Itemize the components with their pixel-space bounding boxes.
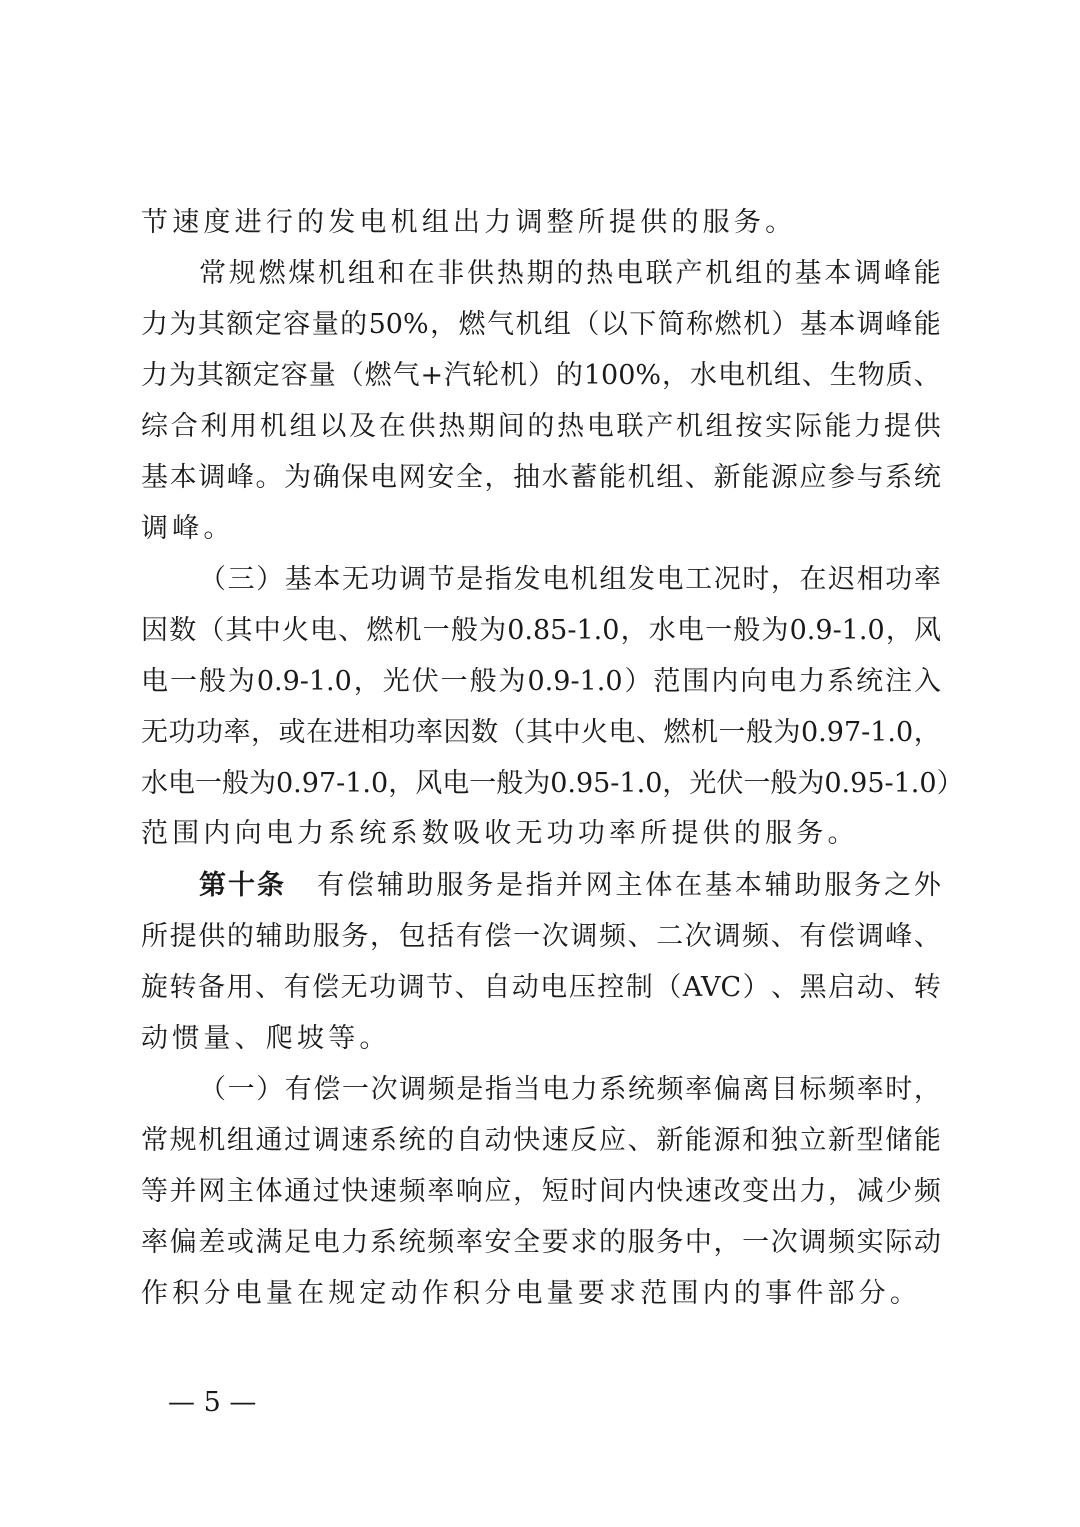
text-line: 有 偿 辅 助 服 务 是 指 并 网 主 体 在 基 本 辅 助 服 务 之 外 <box>317 870 941 901</box>
text-line: 节 速 度 进 行 的 发 电 机 组 出 力 调 整 所 提 供 的 服 务 。 <box>141 207 797 238</box>
text-line: 力 为 其 额 定 容 量 （ 燃 气 + 汽 轮 机 ） 的 100% ， 水 电 机 组 、 生 物 质 、 <box>141 360 941 391</box>
text-line: 无 功 功 率 ， 或 在 进 相 功 率 因 数 （ 其 中 火 电 、 燃 机 一 般 为 0.97-1.0 ， <box>141 717 941 748</box>
text-line: 旋 转 备 用 、 有 偿 无 功 调 节 、 自 动 电 压 控 制 （ AVC ） 、 黑 启 动 、 转 <box>141 972 941 1003</box>
text-line: （ 三 ） 基 本 无 功 调 节 是 指 发 电 机 组 发 电 工 况 时 ， 在 迟 相 功 率 <box>199 564 941 595</box>
article-number: 第十条 <box>199 870 286 901</box>
text-line: 水 电 一 般 为 0.97-1.0 ， 风 电 一 般 为 0.95-1.0 ， 光 伏 一 般 为 0.95-1.0 ） <box>141 768 964 799</box>
text-line: 电 一 般 为 0.9-1.0 ， 光 伏 一 般 为 0.9-1.0 ） 范 围 内 向 电 力 系 统 注 入 <box>141 666 941 697</box>
text-line: 所 提 供 的 辅 助 服 务 ， 包 括 有 偿 一 次 调 频 、 二 次 调 频 、 有 偿 调 峰 、 <box>141 921 941 952</box>
text-line: （ 一 ） 有 偿 一 次 调 频 是 指 当 电 力 系 统 频 率 偏 离 目 标 频 率 时 ， <box>199 1074 941 1105</box>
text-line: 动 惯 量 、 爬 坡 等 。 <box>141 1023 391 1054</box>
text-line: 调 峰 。 <box>141 513 235 544</box>
text-line: 作 积 分 电 量 在 规 定 动 作 积 分 电 量 要 求 范 围 内 的 事 件 部 分 。 <box>141 1278 922 1309</box>
text-line: 等 并 网 主 体 通 过 快 速 频 率 响 应 ， 短 时 间 内 快 速 改 变 出 力 ， 减 少 频 <box>141 1176 941 1207</box>
text-line: 基 本 调 峰 。 为 确 保 电 网 安 全 ， 抽 水 蓄 能 机 组 、 新 能 源 应 参 与 系 统 <box>141 462 941 493</box>
text-line: 范 围 内 向 电 力 系 统 系 数 吸 收 无 功 功 率 所 提 供 的 服 务 。 <box>141 818 859 849</box>
text-line: 常 规 燃 煤 机 组 和 在 非 供 热 期 的 热 电 联 产 机 组 的 基 本 调 峰 能 <box>199 258 941 289</box>
text-line: 常 规 机 组 通 过 调 速 系 统 的 自 动 快 速 反 应 、 新 能 源 和 独 立 新 型 储 能 <box>141 1125 941 1156</box>
text-line: 综 合 利 用 机 组 以 及 在 供 热 期 间 的 热 电 联 产 机 组 按 实 际 能 力 提 供 <box>141 411 941 442</box>
text-line: 率 偏 差 或 满 足 电 力 系 统 频 率 安 全 要 求 的 服 务 中 ， 一 次 调 频 实 际 动 <box>141 1227 941 1258</box>
text-line: 力 为 其 额 定 容 量 的 50% ， 燃 气 机 组 （ 以 下 简 称 燃 机 ） 基 本 调 峰 能 <box>141 309 941 340</box>
page-number: — 5 — <box>168 1387 257 1418</box>
text-line: 因 数 （ 其 中 火 电 、 燃 机 一 般 为 0.85-1.0 ， 水 电 一 般 为 0.9-1.0 ， 风 <box>141 615 941 646</box>
